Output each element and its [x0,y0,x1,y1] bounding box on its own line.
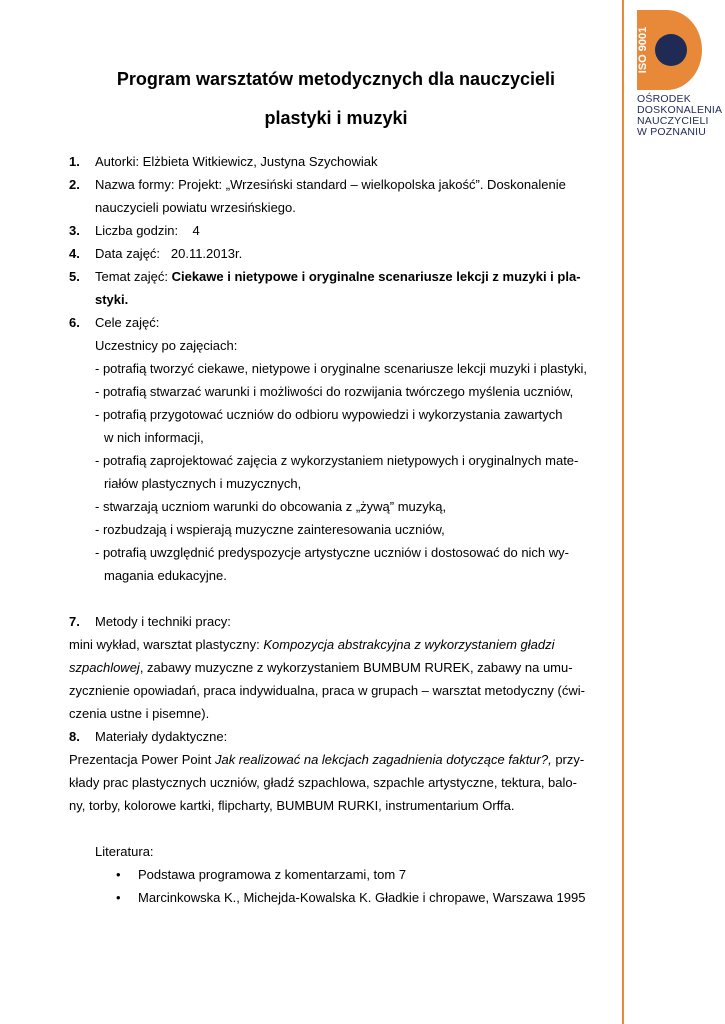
bibliography-list [69,863,603,909]
goal-line-cont-text: riałów plastycznych i muzycznych, [104,476,302,491]
iso-logo-icon [637,10,707,90]
institution-logo [637,10,723,138]
materials-text: przy- [551,752,585,767]
methods-text: mini wykład, warsztat plastyczny: [69,637,264,652]
item-number: 6. [69,315,80,330]
item-number: 1. [69,154,80,169]
item-methods [69,610,603,633]
item-text [95,265,603,311]
topic-title-cont: styki. [95,292,129,307]
item-text: Data zajęć: 20.11.2013r. [95,246,243,261]
item-number: 5. [69,269,80,284]
bibliography-item: • Podstawa programowa z komentarzami, tom 7 [116,863,603,886]
logo-line-1: OŚRODEK [637,93,691,105]
goal-line-cont [69,426,603,449]
goal-line: - potrafią tworzyć ciekawe, nietypowe i oryginalne scenariusze lekcji muzyki i plastyki, [95,361,588,376]
item-text: Liczba godzin: 4 [95,223,200,238]
item-text [95,173,603,219]
item-text: Autorki: Elżbieta Witkiewicz, Justyna Szychowiak [95,154,378,169]
logo-line-3: NAUCZYCIELI [637,115,709,127]
page-title-line-2: plastyki i muzyki [264,108,408,128]
topic-title: Ciekawe i nietypowe i oryginalne scenariusze lekcji z muzyki i pla- [171,269,581,284]
item-number: 4. [69,246,80,261]
margin-rule [622,0,624,1024]
item-topic [69,265,603,311]
goal-line: - rozbudzają i wspierają muzyczne zainteresowania uczniów, [95,522,445,537]
item-materials [43,725,603,748]
iso-label: ISO 9001 [637,26,649,74]
topic-prefix: Temat zajęć: [95,269,172,284]
methods-italic: szpachlowej [69,660,140,675]
item-text: Metody i techniki pracy: [95,614,231,629]
logo-line-2: DOSKONALENIA [637,104,723,116]
item-number: 2. [69,177,80,192]
item-number: 3. [69,223,80,238]
methods-text: zycznienie opowiadań, praca indywidualna, praca w grupach – warsztat metodyczny (ćwi- [69,683,585,698]
goal-line-cont [69,472,603,495]
item-authors [69,150,603,173]
document-body [69,150,603,909]
materials-text: ny, torby, kolorowe kartki, flipcharty, BUMBUM RURKI, instrumentarium Orffa. [69,798,515,813]
page-title-line-1: Program warsztatów metodycznych dla nauczycieli [116,69,556,89]
bibliography-item: • Marcinkowska K., Michejda-Kowalska K. Gładkie i chropawe, Warszawa 1995 [116,886,603,909]
methods-italic: Kompozycja abstrakcyjna z wykorzystaniem gładzi [263,637,555,652]
goal-line: - stwarzają uczniom warunki do obcowania z „żywą” muzyką, [95,499,447,514]
materials-italic: Jak realizować na lekcjach zagadnienia dotyczące faktur?, [214,752,552,767]
materials-text: kłady prac plastycznych uczniów, gładź szpachlowa, szpachle artystyczne, tektura, balo- [69,775,577,790]
bibliography-heading: Literatura: [95,844,154,859]
materials-paragraph [69,748,603,817]
item-goals [69,311,603,334]
goal-line: - potrafią zaprojektować zajęcia z wykorzystaniem nietypowych i oryginalnych mate- [95,453,579,468]
item-number: 7. [69,614,80,629]
goal-line-cont-text: magania edukacyjne. [104,568,227,583]
goals-intro: Uczestnicy po zajęciach: [95,338,238,353]
item-number: 8. [69,729,80,744]
methods-paragraph [69,633,603,725]
item-text: Cele zajęć: [95,315,160,330]
item-form-name [69,173,603,219]
goal-line: - potrafią przygotować uczniów do odbioru wypowiedzi i wykorzystania zawartych [95,407,563,422]
logo-line-4: W POZNANIU [637,126,707,138]
goal-line-cont-text: w nich informacji, [104,430,204,445]
item-text-line: Nazwa formy: Projekt: „Wrzesiński standard – wielkopolska jakość”. Doskonalenie [95,177,566,192]
institution-name [637,94,723,138]
item-hours [69,219,603,242]
goal-line: - potrafią uwzględnić predyspozycje artystyczne uczniów i dostosować do nich wy- [95,545,569,560]
goal-line-cont [69,564,603,587]
item-text-line: nauczycieli powiatu wrzesińskiego. [95,200,296,215]
item-text: Materiały dydaktyczne: [95,729,228,744]
methods-text: czenia ustne i pisemne). [69,706,210,721]
methods-text: , zabawy muzyczne z wykorzystaniem BUMBUM RUREK, zabawy na umu- [139,660,573,675]
item-date [69,242,603,265]
goal-line: - potrafią stwarzać warunki i możliwości do rozwijania twórczego myślenia uczniów, [95,384,574,399]
materials-text: Prezentacja Power Point [69,752,215,767]
